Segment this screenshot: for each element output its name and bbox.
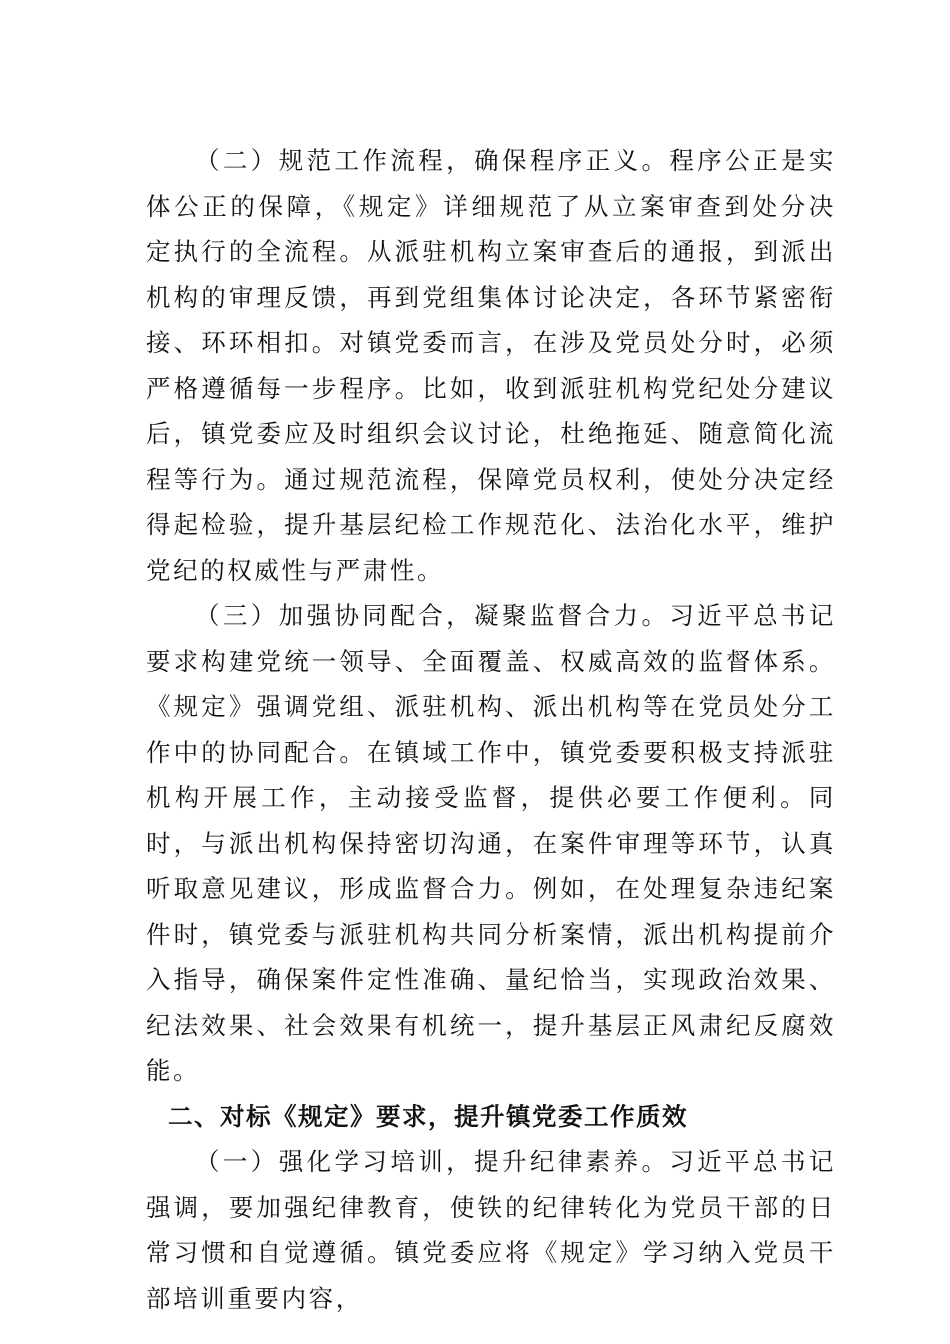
paragraph-lead: （一）强化学习培训，提升纪律素养。 [195,1147,670,1176]
paragraph-procedure [146,138,836,593]
paragraph-lead: （二）规范工作流程，确保程序正义。 [195,146,670,175]
paragraph-text: 程序公正是实体公正的保障，《规定》详细规范了从立案审查到处分决定执行的全流程。从派驻机构立案审查后的通报，到派出机构的审理反馈，再到党组集体讨论决定，各环节紧密衔接、环环相扣。对镇党委而言，在涉及党员处分时，必须严格遵循每一步程序。比如，收到派驻机构党纪处分建议后，镇党委应及时组织会议讨论，杜绝拖延、随意简化流程等行为。通过规范流程，保障党员权利，使处分决定经得起检验，提升基层纪检工作规范化、法治化水平，维护党纪的权威性与严肃性。 [146,146,836,585]
paragraph-lead: （三）加强协同配合，凝聚监督合力。 [195,601,670,630]
paragraph-text: 习近平总书记要求构建党统一领导、全面覆盖、权威高效的监督体系。《规定》强调党组、派驻机构、派出机构等在党员处分工作中的协同配合。在镇域工作中，镇党委要积极支持派驻机构开展工作，主动接受监督，提供必要工作便利。同时，与派出机构保持密切沟通，在案件审理等环节，认真听取意见建议，形成监督合力。例如，在处理复杂违纪案件时，镇党委与派驻机构共同分析案情，派出机构提前介入指导，确保案件定性准确、量纪恰当，实现政治效果、纪法效果、社会效果有机统一，提升基层正风肃纪反腐效能。 [146,601,836,1085]
paragraph-training [146,1139,836,1321]
document-body [146,138,836,1321]
paragraph-text: 习近平总书记强调，要加强纪律教育，使铁的纪律转化为党员干部的日常习惯和自觉遵循。镇党委应将《规定》学习纳入党员干部培训重要内容， [146,1147,836,1313]
section-heading: 二、对标《规定》要求，提升镇党委工作质效 [168,1101,688,1131]
paragraph-coordination [146,593,836,1094]
